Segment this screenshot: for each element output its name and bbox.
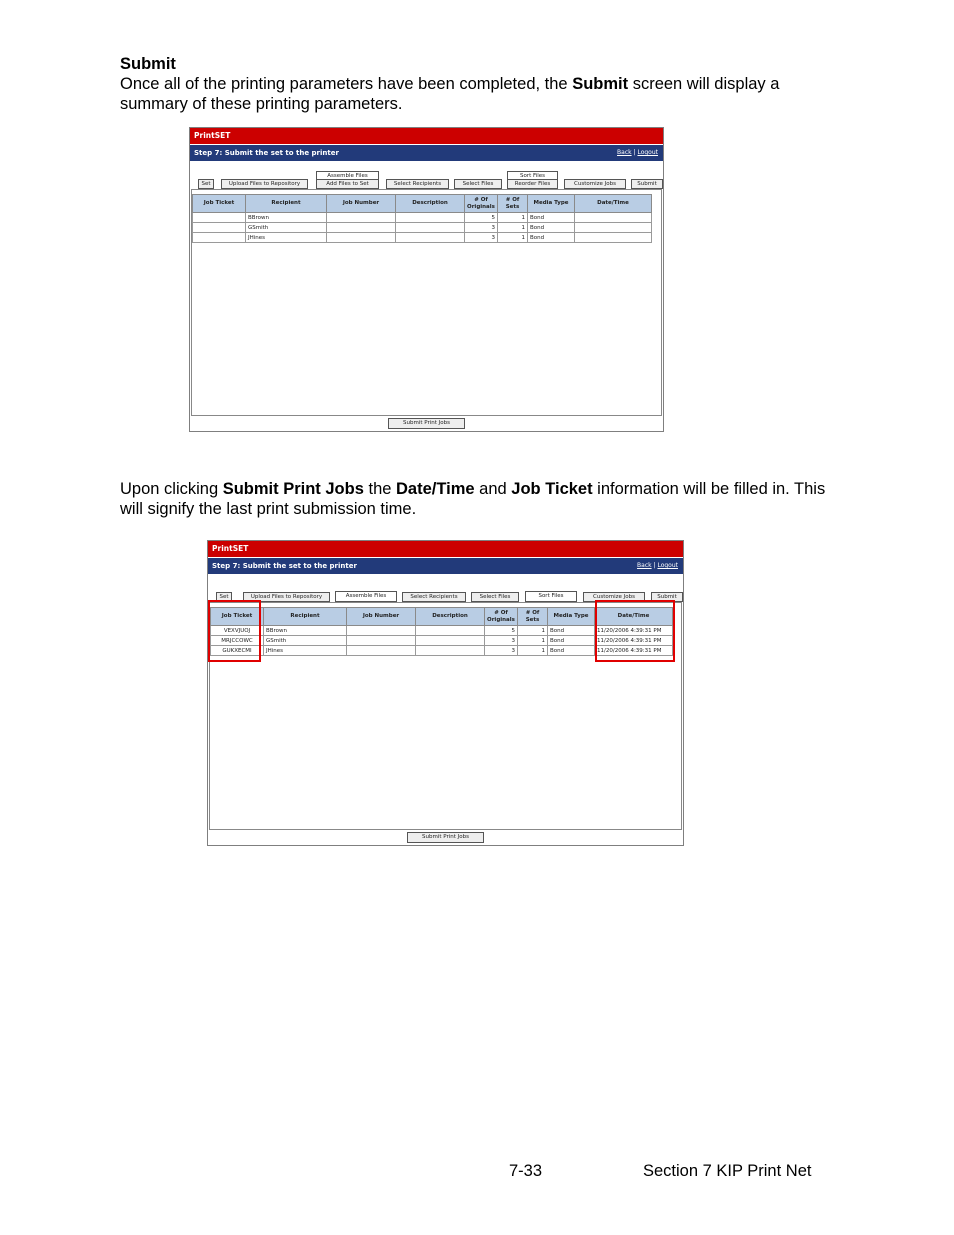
- submit-print-jobs-button[interactable]: Submit Print Jobs: [388, 418, 465, 429]
- col-job-number: Job Number: [347, 608, 416, 626]
- tab-assemble-files[interactable]: Assemble Files: [316, 171, 379, 181]
- cell-description: [416, 636, 485, 646]
- tab-select-recipients[interactable]: Select Recipients: [386, 179, 449, 189]
- cell-recipient: BBrown: [246, 213, 327, 223]
- cell-media-type: Bond: [548, 626, 595, 636]
- tab-select-files[interactable]: Select Files: [471, 592, 519, 602]
- cell-job-ticket: [193, 233, 246, 243]
- back-link[interactable]: Back: [637, 562, 652, 569]
- cell-job-number: [347, 646, 416, 656]
- screenshot-after: [207, 540, 684, 846]
- brand-bar: PrintSET: [208, 541, 683, 557]
- cell-date-time: [575, 223, 652, 233]
- table-row: [193, 233, 652, 243]
- cell-description: [396, 223, 465, 233]
- intro-text: Once all of the printing parameters have been completed, the: [120, 75, 573, 93]
- cell-job-number: [347, 636, 416, 646]
- tab-submit[interactable]: Submit: [631, 179, 663, 189]
- col-media-type: Media Type: [548, 608, 595, 626]
- cell-job-ticket: VEXVJUOJ: [211, 626, 264, 636]
- cell-sets: 1: [498, 213, 528, 223]
- tab-set[interactable]: Set: [198, 179, 214, 189]
- col-originals: # Of Originals: [485, 608, 518, 626]
- cell-originals: 3: [465, 233, 498, 243]
- cell-recipient: JHines: [246, 233, 327, 243]
- cell-date-time: [575, 213, 652, 223]
- tab-submit[interactable]: Submit: [651, 592, 683, 602]
- screenshot-before: [189, 127, 664, 432]
- submit-print-jobs-button[interactable]: Submit Print Jobs: [407, 832, 484, 843]
- link-separator: |: [651, 562, 658, 569]
- table-row: [193, 213, 652, 223]
- intro-text-tail: screen will display a summary of these printing parameters.: [120, 75, 780, 113]
- col-job-ticket: Job Ticket: [193, 195, 246, 213]
- step-bar: [190, 145, 663, 161]
- page-number: 7-33: [509, 1162, 543, 1180]
- cell-job-ticket: [193, 223, 246, 233]
- step-bar: [208, 558, 683, 574]
- col-job-number: Job Number: [327, 195, 396, 213]
- col-originals: # Of Originals: [465, 195, 498, 213]
- cell-originals: 3: [485, 646, 518, 656]
- col-sets: # Of Sets: [498, 195, 528, 213]
- upon-paragraph: [120, 479, 840, 519]
- tab-customize-jobs[interactable]: Customize Jobs: [583, 592, 645, 602]
- back-link[interactable]: Back: [617, 149, 632, 156]
- cell-job-number: [327, 213, 396, 223]
- upon-text: and: [474, 480, 512, 498]
- cell-sets: 1: [498, 233, 528, 243]
- tab-reorder-files[interactable]: Reorder Files: [507, 179, 558, 189]
- tab-upload-files[interactable]: Upload Files to Repository: [243, 592, 330, 602]
- cell-date-time: 11/20/2006 4:39:31 PM: [595, 646, 673, 656]
- cell-date-time: 11/20/2006 4:39:31 PM: [595, 636, 673, 646]
- intro-paragraph: [120, 54, 840, 114]
- cell-date-time: [575, 233, 652, 243]
- tab-assemble-files[interactable]: Assemble Files: [335, 591, 397, 602]
- step-title: Step 7: Submit the set to the printer: [194, 149, 339, 157]
- upon-text: Upon clicking: [120, 480, 223, 498]
- upon-bold-submit: Submit Print Jobs: [222, 480, 364, 498]
- tab-add-files[interactable]: Add Files to Set: [316, 179, 379, 189]
- col-date-time: Date/Time: [595, 608, 673, 626]
- cell-job-number: [327, 233, 396, 243]
- highlight-job-ticket: [208, 600, 261, 662]
- tab-sort-files[interactable]: Sort Files: [525, 591, 577, 602]
- cell-description: [396, 213, 465, 223]
- upon-bold-ticket: Job Ticket: [511, 480, 593, 498]
- col-media-type: Media Type: [528, 195, 575, 213]
- table-header-row: [193, 195, 652, 213]
- cell-originals: 3: [485, 636, 518, 646]
- col-recipient: Recipient: [246, 195, 327, 213]
- tab-set[interactable]: Set: [216, 592, 232, 602]
- section-heading: Submit: [120, 55, 176, 73]
- cell-recipient: GSmith: [264, 636, 347, 646]
- tab-sort-files[interactable]: Sort Files: [507, 171, 558, 181]
- cell-media-type: Bond: [528, 213, 575, 223]
- cell-sets: 1: [518, 646, 548, 656]
- logout-link[interactable]: Logout: [657, 562, 678, 569]
- cell-media-type: Bond: [548, 636, 595, 646]
- upon-bold-date: Date/Time: [396, 480, 475, 498]
- tab-customize-jobs[interactable]: Customize Jobs: [564, 179, 626, 189]
- cell-sets: 1: [518, 636, 548, 646]
- cell-description: [416, 646, 485, 656]
- tab-select-files[interactable]: Select Files: [454, 179, 502, 189]
- col-description: Description: [396, 195, 465, 213]
- section-label: Section 7 KIP Print Net: [643, 1162, 812, 1180]
- col-sets: # Of Sets: [518, 608, 548, 626]
- cell-date-time: 11/20/2006 4:39:31 PM: [595, 626, 673, 636]
- cell-description: [416, 626, 485, 636]
- jobs-table: [192, 194, 652, 243]
- cell-sets: 1: [498, 223, 528, 233]
- tab-select-recipients[interactable]: Select Recipients: [402, 592, 466, 602]
- cell-originals: 5: [465, 213, 498, 223]
- upon-text: information will be filled in. This will signify the last print submission time.: [120, 480, 826, 518]
- col-description: Description: [416, 608, 485, 626]
- cell-recipient: JHines: [264, 646, 347, 656]
- col-recipient: Recipient: [264, 608, 347, 626]
- cell-job-ticket: MRJCCOWC: [211, 636, 264, 646]
- upon-text: the: [363, 480, 397, 498]
- cell-job-ticket: [193, 213, 246, 223]
- col-job-ticket: Job Ticket: [211, 608, 264, 626]
- cell-recipient: BBrown: [264, 626, 347, 636]
- cell-sets: 1: [518, 626, 548, 636]
- cell-media-type: Bond: [548, 646, 595, 656]
- tab-upload-files[interactable]: Upload Files to Repository: [221, 179, 308, 189]
- link-separator: |: [631, 149, 638, 156]
- col-date-time: Date/Time: [575, 195, 652, 213]
- cell-job-ticket: GUKXECMI: [211, 646, 264, 656]
- cell-description: [396, 233, 465, 243]
- logout-link[interactable]: Logout: [637, 149, 658, 156]
- highlight-date-time: [595, 600, 675, 662]
- brand-bar: PrintSET: [190, 128, 663, 144]
- cell-job-number: [327, 223, 396, 233]
- cell-originals: 3: [465, 223, 498, 233]
- intro-bold: Submit: [572, 75, 629, 93]
- cell-media-type: Bond: [528, 223, 575, 233]
- cell-recipient: GSmith: [246, 223, 327, 233]
- cell-job-number: [347, 626, 416, 636]
- step-title: Step 7: Submit the set to the printer: [212, 562, 357, 570]
- table-row: [193, 223, 652, 233]
- cell-originals: 5: [485, 626, 518, 636]
- cell-media-type: Bond: [528, 233, 575, 243]
